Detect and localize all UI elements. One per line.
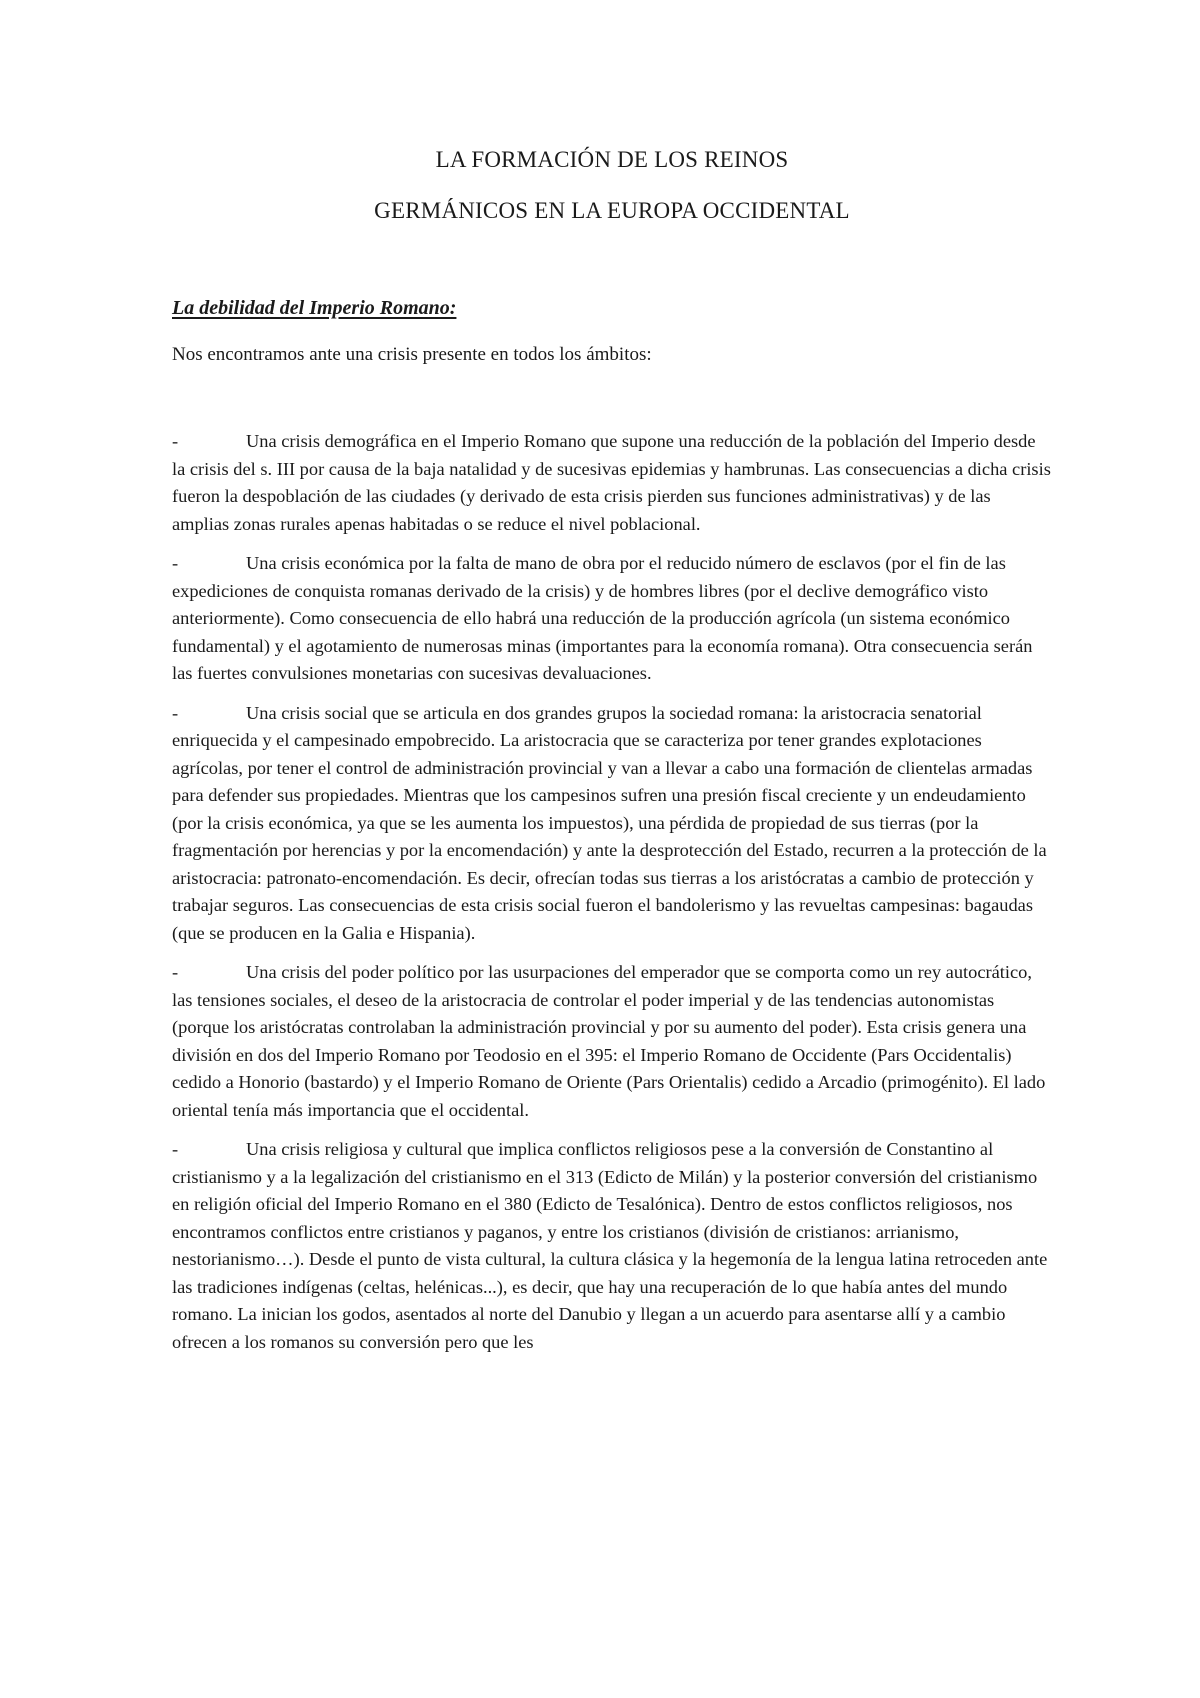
list-item-text: Una crisis demográfica en el Imperio Romano que supone una reducción de la población del Imperio desde la crisis del s. III por causa de la baja natalidad y de sucesivas epidemias y hambrunas. Las consecuencias a dicha crisis fueron la despoblación de las ciudades (y derivado de esta crisis pierden sus funciones administrativas) y de las amplias zonas rurales apenas habitadas o se reduce el nivel poblacional. [172, 431, 1051, 534]
bullet-dash: - [172, 431, 179, 451]
document-title-line-1: LA FORMACIÓN DE LOS REINOS [435, 147, 789, 172]
list-item-text: Una crisis religiosa y cultural que implica conflictos religiosos pese a la conversión de Constantino al cristianismo y a la legalización del cristianismo en el 313 (Edicto de Milán) y la posterior conversión del cristianismo en religión oficial del Imperio Romano en el 380 (Edicto de Tesalónica). Dentro de estos conflictos religiosos, nos encontramos conflictos entre cristianos y paganos, y entre los cristianos (división de cristianos: arrianismo, nestorianismo…). Desde el punto de vista cultural, la cultura clásica y la hegemonía de la lengua latina retroceden ante las tradiciones indígenas (celtas, helénicas...), es decir, que hay una recuperación de lo que había antes del mundo romano. La inician los godos, asentados al norte del Danubio y llegan a un acuerdo para asentarse allí y a cambio ofrecen a los romanos su conversión pero que les [172, 1139, 1048, 1352]
list-item [172, 700, 1052, 948]
list-item [172, 959, 1052, 1124]
intro-paragraph: Nos encontramos ante una crisis presente en todos los ámbitos: [172, 344, 652, 365]
crisis-list [172, 428, 1052, 1368]
section-heading: La debilidad del Imperio Romano: [172, 297, 457, 319]
list-item [172, 550, 1052, 688]
bullet-dash: - [172, 962, 179, 982]
document-title-line-2: GERMÁNICOS EN LA EUROPA OCCIDENTAL [374, 198, 850, 223]
list-item-text: Una crisis económica por la falta de mano de obra por el reducido número de esclavos (por el fin de las expediciones de conquista romanas derivado de la crisis) y de hombres libres (por el declive demográfico visto anteriormente). Como consecuencia de ello habrá una reducción de la producción agrícola (un sistema económico fundamental) y el agotamiento de numerosas minas (importantes para la economía romana). Otra consecuencia serán las fuertes convulsiones monetarias con sucesivas devaluaciones. [172, 553, 1033, 683]
list-item-text: Una crisis social que se articula en dos grandes grupos la sociedad romana: la aristocracia senatorial enriquecida y el campesinado empobrecido. La aristocracia que se caracteriza por tener grandes explotaciones agrícolas, por tener el control de administración provincial y van a llevar a cabo una formación de clientelas armadas para defender sus propiedades. Mientras que los campesinos sufren una presión fiscal creciente y un endeudamiento (por la crisis económica, ya que se les aumenta los impuestos), una pérdida de propiedad de sus tierras (por la fragmentación por herencias y por la encomendación) y ante la desprotección del Estado, recurren a la protección de la aristocracia: patronato-encomendación. Es decir, ofrecían todas sus tierras a los aristócratas a cambio de protección y trabajar seguros. Las consecuencias de esta crisis social fueron el bandolerismo y las revueltas campesinas: bagaudas (que se producen en la Galia e Hispania). [172, 702, 1047, 943]
bullet-dash: - [172, 1139, 179, 1159]
list-item [172, 1136, 1052, 1356]
list-item-text: Una crisis del poder político por las usurpaciones del emperador que se comporta como un rey autocrático, las tensiones sociales, el deseo de la aristocracia de controlar el poder imperial y de las tendencias autonomistas (porque los aristócratas controlaban la administración provincial y por su aumento del poder). Esta crisis genera una división en dos del Imperio Romano por Teodosio en el 395: el Imperio Romano de Occidente (Pars Occidentalis) cedido a Honorio (bastardo) y el Imperio Romano de Oriente (Pars Orientalis) cedido a Arcadio (primogénito). El lado oriental tenía más importancia que el occidental. [172, 962, 1046, 1120]
bullet-dash: - [172, 553, 179, 573]
bullet-dash: - [172, 702, 179, 723]
list-item [172, 428, 1052, 538]
